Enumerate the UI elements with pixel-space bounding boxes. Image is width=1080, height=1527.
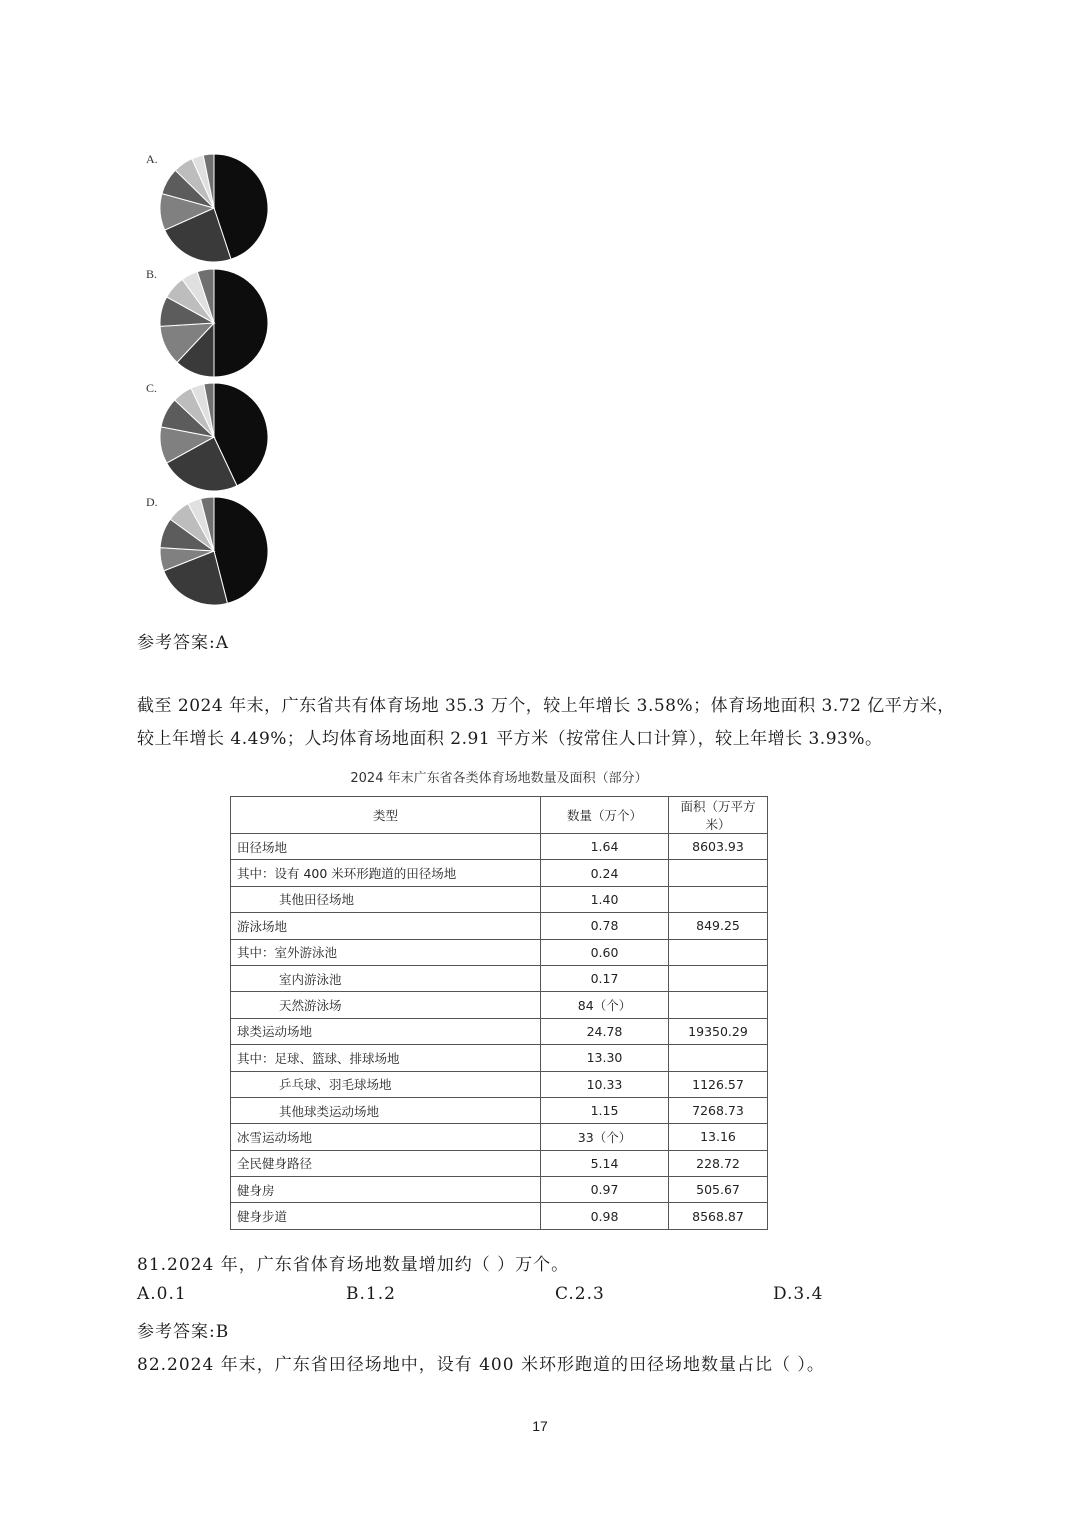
cell-area [669, 939, 768, 965]
cell-count: 1.15 [541, 1097, 669, 1123]
pie-option-letter: C. [146, 381, 158, 395]
cell-area [669, 965, 768, 991]
cell-type: 冰雪运动场地 [231, 1124, 541, 1150]
cell-count: 10.33 [541, 1071, 669, 1097]
paragraph-line: 截至 2024 年末，广东省共有体育场地 35.3 万个，较上年增长 3.58%；体育场地面积 3.72 亿平方米， [137, 696, 955, 716]
option-a: A.0.1 [137, 1284, 187, 1304]
cell-count: 13.30 [541, 1045, 669, 1071]
table-row [231, 1150, 768, 1176]
table-row [231, 992, 768, 1018]
cell-type: 其中：设有 400 米环形跑道的田径场地 [231, 860, 541, 886]
reference-answer: 参考答案:A [137, 633, 230, 653]
cell-count: 0.17 [541, 965, 669, 991]
cell-count: 0.60 [541, 939, 669, 965]
cell-type: 田径场地 [231, 834, 541, 860]
page-number: 17 [532, 1418, 548, 1434]
table-header-row [231, 797, 768, 834]
pie-slice [214, 269, 268, 377]
cell-area: 228.72 [669, 1150, 768, 1176]
cell-area [669, 1045, 768, 1071]
cell-type: 天然游泳场 [231, 992, 541, 1018]
cell-type: 球类运动场地 [231, 1018, 541, 1044]
table-title: 2024 年末广东省各类体育场地数量及面积（部分） [350, 771, 648, 786]
table-row [231, 1045, 768, 1071]
header-area: 面积（万平方米） [669, 797, 768, 834]
cell-type: 健身房 [231, 1177, 541, 1203]
table-row [231, 913, 768, 939]
cell-count: 84（个） [541, 992, 669, 1018]
cell-area [669, 860, 768, 886]
option-b: B.1.2 [346, 1284, 396, 1304]
pie-chart [158, 381, 270, 493]
pie-option-letter: A. [146, 152, 158, 166]
option-d: D.3.4 [773, 1284, 824, 1304]
table-row [231, 1124, 768, 1150]
pie-chart [158, 267, 270, 379]
cell-type: 其中：足球、篮球、排球场地 [231, 1045, 541, 1071]
pie-chart [158, 495, 270, 607]
cell-count: 0.98 [541, 1203, 669, 1229]
cell-count: 5.14 [541, 1150, 669, 1176]
table-row [231, 834, 768, 860]
cell-area: 8568.87 [669, 1203, 768, 1229]
table-row [231, 1177, 768, 1203]
cell-type: 其他田径场地 [231, 886, 541, 912]
question-82: 82.2024 年末，广东省田径场地中，设有 400 米环形跑道的田径场地数量占比（ ）。 [137, 1355, 825, 1375]
cell-area: 8603.93 [669, 834, 768, 860]
cell-type: 其他球类运动场地 [231, 1097, 541, 1123]
reference-answer: 参考答案:B [137, 1322, 230, 1342]
cell-type: 其中：室外游泳池 [231, 939, 541, 965]
paragraph-line: 较上年增长 4.49%；人均体育场地面积 2.91 平方米（按常住人口计算），较上年增长 3.93%。 [137, 729, 883, 749]
pie-chart [158, 152, 270, 264]
table-row [231, 965, 768, 991]
pie-option-letter: B. [146, 267, 158, 281]
table-row [231, 1097, 768, 1123]
cell-area [669, 886, 768, 912]
cell-type: 室内游泳池 [231, 965, 541, 991]
header-type: 类型 [231, 797, 541, 834]
cell-area [669, 992, 768, 1018]
table-row [231, 1203, 768, 1229]
table-row [231, 886, 768, 912]
cell-count: 0.97 [541, 1177, 669, 1203]
venue-table [230, 796, 768, 1230]
cell-area: 13.16 [669, 1124, 768, 1150]
option-c: C.2.3 [555, 1284, 605, 1304]
cell-type: 全民健身路径 [231, 1150, 541, 1176]
cell-count: 1.40 [541, 886, 669, 912]
question-81: 81.2024 年，广东省体育场地数量增加约（ ）万个。 [137, 1255, 570, 1275]
cell-type: 游泳场地 [231, 913, 541, 939]
cell-count: 0.24 [541, 860, 669, 886]
header-count: 数量（万个） [541, 797, 669, 834]
table-row [231, 1071, 768, 1097]
cell-count: 1.64 [541, 834, 669, 860]
cell-area: 7268.73 [669, 1097, 768, 1123]
table-row [231, 860, 768, 886]
intro-paragraph [137, 690, 987, 756]
cell-type: 健身步道 [231, 1203, 541, 1229]
cell-area: 1126.57 [669, 1071, 768, 1097]
pie-option-letter: D. [146, 495, 158, 509]
cell-area: 505.67 [669, 1177, 768, 1203]
table-row [231, 1018, 768, 1044]
cell-area: 849.25 [669, 913, 768, 939]
cell-count: 0.78 [541, 913, 669, 939]
cell-count: 24.78 [541, 1018, 669, 1044]
cell-type: 乒乓球、羽毛球场地 [231, 1071, 541, 1097]
table-row [231, 939, 768, 965]
cell-count: 33（个） [541, 1124, 669, 1150]
cell-area: 19350.29 [669, 1018, 768, 1044]
